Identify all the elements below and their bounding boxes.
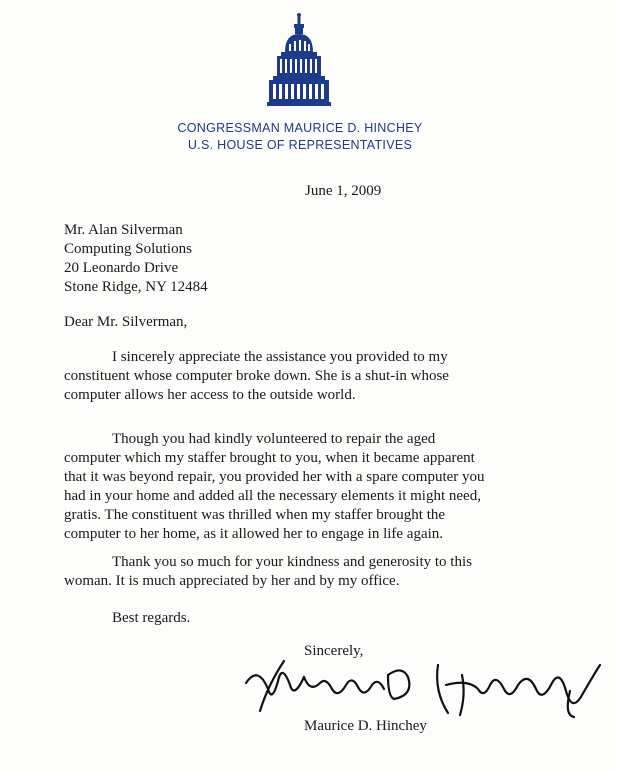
paragraph-line: I sincerely appreciate the assistance you provided to my <box>112 349 448 365</box>
letter-date: June 1, 2009 <box>305 183 382 199</box>
closing: Sincerely, <box>304 643 364 659</box>
capitol-dome-icon <box>263 12 335 112</box>
paragraph-3 <box>64 553 549 591</box>
paragraph-line: that it was beyond repair, you provided her with a spare computer you <box>64 469 485 485</box>
letterhead-subtitle: U.S. HOUSE OF REPRESENTATIVES <box>187 138 413 152</box>
recipient-street: 20 Leonardo Drive <box>64 260 179 276</box>
paragraph-line: computer to her home, as it allowed her to engage in life again. <box>64 526 444 542</box>
paragraph-2 <box>64 430 549 544</box>
recipient-company: Computing Solutions <box>64 241 192 257</box>
paragraph-line: had in your home and added all the necessary elements it might need, <box>64 488 481 504</box>
paragraph-line: gratis. The constituent was thrilled when my staffer brought the <box>64 507 446 523</box>
handwritten-signature <box>238 655 608 725</box>
paragraph-line: Thank you so much for your kindness and generosity to this <box>112 554 472 570</box>
recipient-name: Mr. Alan Silverman <box>64 222 183 238</box>
recipient-city: Stone Ridge, NY 12484 <box>64 279 208 295</box>
paragraph-line: computer which my staffer brought to you, when it became apparent <box>64 450 475 466</box>
paragraph-line: Though you had kindly volunteered to repair the aged <box>112 431 436 447</box>
recipient-address <box>64 221 208 297</box>
letterhead <box>150 120 450 154</box>
paragraph-line: constituent whose computer broke down. She is a shut-in whose <box>64 368 449 384</box>
best-regards: Best regards. <box>112 610 191 626</box>
signer-name: Maurice D. Hinchey <box>304 718 427 734</box>
paragraph-line: woman. It is much appreciated by her and by my office. <box>64 573 400 589</box>
paragraph-1 <box>64 348 549 405</box>
salutation: Dear Mr. Silverman, <box>64 314 188 330</box>
paragraph-line: computer allows her access to the outside world. <box>64 387 356 403</box>
letterhead-title: CONGRESSMAN MAURICE D. HINCHEY <box>177 121 423 135</box>
